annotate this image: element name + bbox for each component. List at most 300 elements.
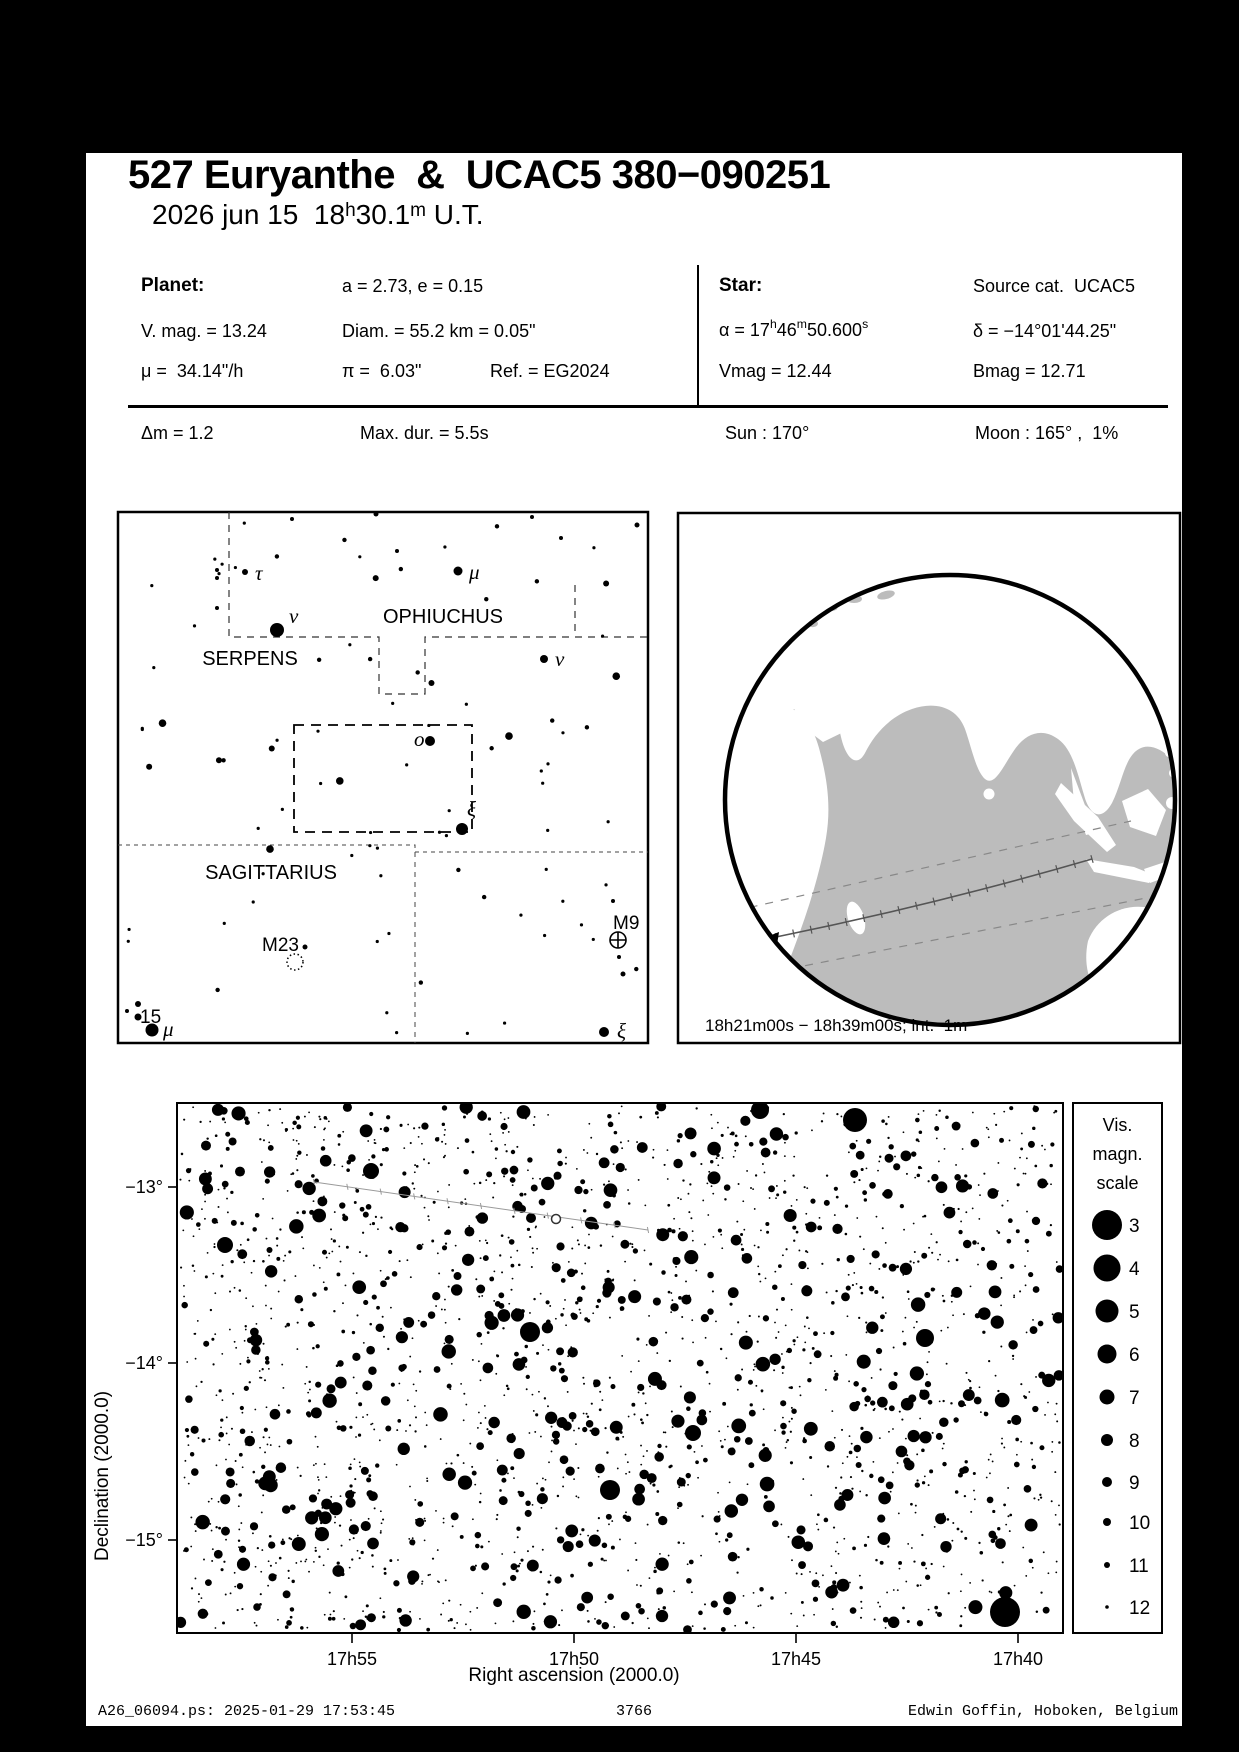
field-star [407,1124,409,1126]
field-star [333,1164,335,1166]
field-star [240,1428,246,1434]
field-star [354,1201,357,1204]
field-star [765,1222,769,1226]
field-star [836,1626,838,1628]
field-star [451,1269,454,1272]
field-star [444,1129,446,1131]
field-star [583,1149,585,1151]
finder-star [234,566,237,569]
field-star [628,1471,630,1473]
field-star [689,1183,691,1185]
planet-vmag: V. mag. = 13.24 [141,321,267,341]
field-star [987,1260,997,1270]
field-star [999,1138,1004,1143]
asteroid-path-tick [547,1213,548,1219]
field-star [1044,1414,1046,1416]
field-star [775,1337,777,1339]
field-star [421,1583,423,1585]
field-star [332,1617,336,1621]
field-star [638,1360,640,1362]
field-star [363,1300,368,1305]
bright-field-star [843,1108,867,1132]
finder-star [374,512,379,517]
field-star [212,1548,214,1550]
field-star [442,1468,455,1481]
field-star [442,1344,456,1358]
field-star [308,1111,310,1113]
field-star [534,1610,536,1612]
field-star [321,1507,323,1509]
field-star [403,1317,414,1328]
field-star [381,1522,383,1524]
field-star [1032,1217,1040,1225]
field-star [803,1615,805,1617]
field-star [251,1345,260,1354]
field-star [989,1285,1002,1298]
field-star [465,1138,470,1143]
field-star [1020,1383,1022,1385]
field-star [535,1413,538,1416]
field-star [930,1233,932,1235]
field-star [841,1497,844,1500]
field-star [706,1371,709,1374]
field-star [264,1451,266,1453]
field-star [384,1567,387,1570]
field-star [541,1177,554,1190]
field-star [671,1299,673,1301]
field-star [770,1127,783,1140]
field-star [884,1408,887,1411]
field-star [745,1437,753,1445]
field-star [988,1136,990,1138]
field-star [437,1549,439,1551]
field-star [784,1142,786,1144]
field-star [805,1546,809,1550]
field-star [362,1610,364,1612]
field-star [840,1476,842,1478]
field-star [238,1540,240,1542]
field-star [793,1156,795,1158]
finder-star [445,834,448,837]
field-star [1043,1607,1050,1614]
field-star [300,1308,303,1311]
field-star [639,1470,649,1480]
field-star [240,1244,242,1246]
field-star [866,1167,868,1169]
field-star [339,1202,345,1208]
field-star [669,1360,671,1362]
field-star [894,1372,898,1376]
field-star [683,1542,685,1544]
field-star [824,1518,829,1523]
field-star [872,1461,874,1463]
field-star [613,1163,615,1165]
field-star [296,1169,298,1171]
field-star [491,1140,493,1142]
field-star [604,1183,618,1197]
field-star [721,1445,724,1448]
field-star [880,1561,884,1565]
field-star [277,1619,279,1621]
field-star [1032,1465,1036,1469]
dec-tick-label: −14° [125,1353,163,1373]
field-star [861,1168,864,1171]
field-star [971,1139,980,1148]
asteroid-path-tick [347,1184,348,1190]
field-star [992,1320,994,1322]
field-star [342,1131,344,1133]
field-star [584,1263,586,1265]
field-star [223,1561,225,1563]
field-star [599,1157,610,1168]
field-star [961,1574,963,1576]
field-star [451,1284,462,1295]
field-star [618,1112,620,1114]
field-star [268,1560,270,1562]
legend-magnitude-value: 7 [1129,1388,1140,1409]
field-star [987,1188,998,1199]
field-star [736,1572,738,1574]
field-star [1056,1420,1058,1422]
event-moon: Moon : 165° , 1% [975,423,1119,443]
field-star [552,1263,561,1272]
field-star [345,1284,347,1286]
field-star [427,1574,429,1576]
field-star [645,1402,647,1404]
field-star [472,1518,474,1520]
field-star [276,1257,280,1261]
field-star [220,1418,223,1421]
field-star [499,1489,502,1492]
field-star [887,1137,889,1139]
field-star [496,1514,498,1516]
field-star [1000,1277,1002,1279]
field-star [924,1215,927,1218]
field-star [536,1248,538,1250]
field-star [188,1483,190,1485]
field-star [597,1530,599,1532]
field-star [647,1524,649,1526]
field-star [399,1260,401,1262]
field-star [682,1338,684,1340]
field-star [222,1264,224,1266]
field-star [656,1352,658,1354]
field-star [890,1491,892,1493]
field-star [603,1183,605,1185]
field-star [835,1487,837,1489]
field-star [589,1535,601,1547]
field-star [295,1562,297,1564]
field-star [577,1467,579,1469]
field-star [948,1260,950,1262]
field-star [460,1383,462,1385]
finder-star [373,575,379,581]
field-star [563,1308,565,1310]
field-star [610,1421,623,1434]
field-star [500,1123,507,1130]
field-star [268,1255,270,1257]
field-star [1036,1611,1038,1613]
field-star [902,1607,905,1610]
field-star [750,1403,753,1406]
field-star [593,1380,597,1384]
field-star [230,1592,232,1594]
field-star [804,1186,806,1188]
field-star [184,1477,186,1479]
field-star [1007,1420,1011,1424]
field-star [809,1456,812,1459]
field-star [608,1180,610,1182]
field-star [399,1614,411,1626]
field-star [263,1343,265,1345]
field-star [259,1447,261,1449]
field-star [671,1411,673,1413]
field-star [955,1164,957,1166]
field-star [301,1236,303,1238]
field-star [329,1592,331,1594]
field-star [362,1174,364,1176]
field-star [757,1605,759,1607]
field-star [1001,1443,1003,1445]
field-star [691,1591,693,1593]
field-star [514,1551,516,1553]
field-star [363,1212,369,1218]
field-star [885,1154,894,1163]
field-star [242,1115,244,1117]
field-star [382,1316,384,1318]
field-star [752,1188,754,1190]
field-star [611,1546,615,1550]
field-star [504,1144,506,1146]
field-star [654,1452,664,1462]
field-star [766,1231,769,1234]
field-star [276,1245,278,1247]
field-star [624,1261,626,1263]
field-star [426,1424,428,1426]
field-star [1019,1290,1021,1292]
field-star [469,1443,471,1445]
field-star [221,1275,224,1278]
field-star [406,1259,408,1261]
field-star [781,1353,783,1355]
field-star [183,1296,185,1298]
field-star [634,1484,645,1495]
field-star [931,1252,933,1254]
field-star [973,1472,976,1475]
field-star [356,1392,358,1394]
field-star [446,1353,448,1355]
field-star [907,1290,910,1293]
field-star [469,1611,471,1613]
field-star [655,1111,659,1115]
field-star [531,1266,533,1268]
field-star [677,1478,686,1487]
field-star [596,1619,602,1625]
field-star [680,1386,682,1388]
field-star [539,1178,541,1180]
field-star [1025,1284,1027,1286]
field-star [369,1323,372,1326]
field-star [380,1270,382,1272]
field-star [218,1527,221,1530]
field-star [465,1227,475,1237]
field-star [276,1237,279,1240]
field-star [315,1463,317,1465]
field-star [389,1226,392,1229]
finder-star [376,847,379,850]
field-star [580,1179,585,1184]
field-star [350,1519,352,1521]
field-star [581,1273,583,1275]
field-star [793,1339,796,1342]
field-star [315,1547,317,1549]
field-star [447,1384,452,1389]
finder-star [399,567,403,571]
field-star [550,1575,552,1577]
field-star [264,1379,266,1381]
field-star [263,1436,265,1438]
field-star [736,1221,738,1223]
field-star [942,1295,944,1297]
field-star [415,1416,417,1418]
field-star [757,1341,759,1343]
field-star [649,1337,659,1347]
field-star [334,1211,336,1213]
field-star [499,1254,501,1256]
field-star [1025,1239,1030,1244]
field-star [824,1441,835,1452]
field-star [825,1389,827,1391]
bright-field-star [916,1329,934,1347]
field-star [1013,1295,1015,1297]
field-star [980,1411,982,1413]
finder-star [266,845,274,853]
field-star [679,1228,681,1230]
field-star [558,1624,560,1626]
field-star [281,1364,283,1366]
field-star [290,1504,296,1510]
finder-star [395,549,399,553]
field-star [956,1179,969,1192]
finder-named-star [456,823,468,835]
field-star [1032,1319,1034,1321]
finder-star [395,1031,398,1034]
field-star [979,1386,981,1388]
field-star [268,1142,270,1144]
field-star [308,1321,314,1327]
finder-star [505,732,513,740]
field-star [917,1620,923,1626]
field-star [609,1377,611,1379]
field-star [648,1372,662,1386]
field-star [500,1497,506,1503]
field-star [578,1427,580,1429]
finder-star [387,932,390,935]
field-star [226,1467,235,1476]
field-star [742,1253,753,1264]
field-star [894,1156,896,1158]
field-star [468,1225,470,1227]
field-star [816,1523,818,1525]
field-star [652,1157,654,1159]
field-star [746,1170,748,1172]
field-star [831,1301,835,1305]
field-star [510,1256,512,1258]
field-star [452,1525,454,1527]
field-star [743,1347,745,1349]
field-star [265,1360,270,1365]
field-star [313,1561,315,1563]
field-star [380,1530,382,1532]
field-star [772,1520,779,1527]
field-star [463,1393,465,1395]
finder-star [275,739,278,742]
field-star [790,1461,793,1464]
field-star [266,1247,272,1253]
field-star [787,1439,789,1441]
field-star [362,1232,364,1234]
field-star [807,1378,811,1382]
field-star [505,1150,507,1152]
field-star [906,1173,908,1175]
field-star [352,1353,360,1361]
field-star [595,1464,605,1474]
field-star [511,1150,515,1154]
field-star [677,1502,683,1508]
field-star [557,1495,559,1497]
field-star [644,1204,646,1206]
field-star [306,1627,308,1629]
field-star [962,1466,969,1473]
finder-star [348,643,351,646]
field-star [719,1515,721,1517]
finder-star [303,945,308,950]
field-star [454,1627,456,1629]
field-star [889,1144,894,1149]
field-star [503,1394,505,1396]
field-star [197,1320,199,1322]
field-star [1000,1304,1002,1306]
field-star [735,1135,738,1138]
field-star [385,1426,391,1432]
field-star [1055,1571,1057,1573]
field-star [1052,1313,1054,1315]
field-star [852,1546,856,1550]
field-star [220,1426,222,1428]
field-star [376,1306,380,1310]
field-star [775,1197,777,1199]
field-star [214,1550,223,1559]
field-star [418,1127,420,1129]
field-star [571,1247,573,1249]
field-star [239,1546,246,1553]
field-star [1056,1403,1058,1405]
field-star [686,1473,691,1478]
field-star [442,1602,444,1604]
field-star [928,1180,930,1182]
field-star [542,1344,544,1346]
field-star [379,1439,381,1441]
field-star [440,1614,442,1616]
field-star [532,1247,534,1249]
field-star [305,1559,307,1561]
field-star [778,1331,780,1333]
field-star [806,1222,817,1233]
field-star [200,1381,202,1383]
field-star [939,1418,948,1427]
field-star [485,1417,487,1419]
field-star [360,1124,373,1137]
